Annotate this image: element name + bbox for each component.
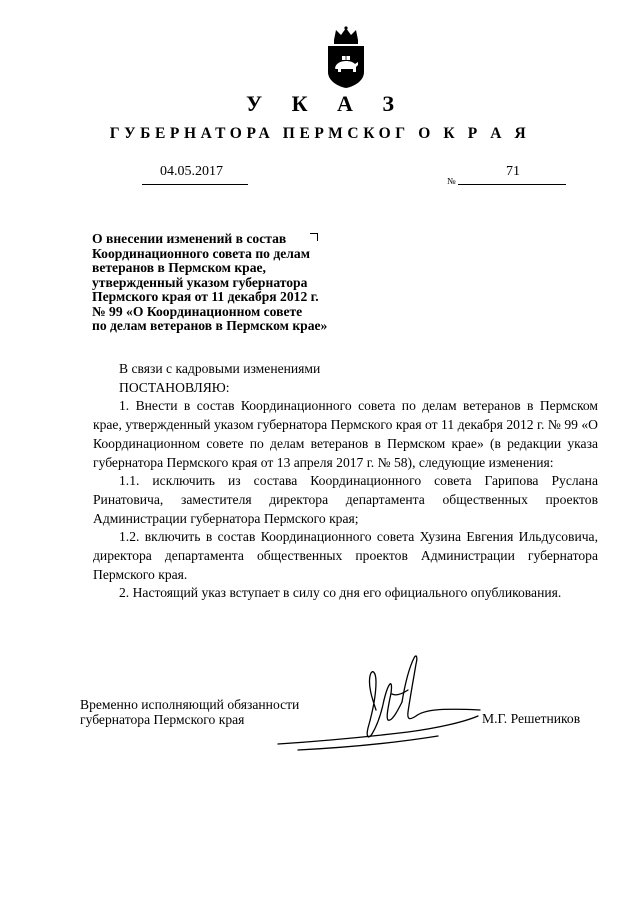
body-paragraph-1-1: 1.1. исключить из состава Координационного совета Гарипова Руслана Ринатовича, заместителя директора департамента общественных проектов Администрации губернатора Пермского края;: [93, 473, 598, 526]
body-paragraph-intro: В связи с кадровыми изменениями: [119, 361, 321, 376]
body-paragraph-decree: ПОСТАНОВЛЯЮ:: [119, 379, 230, 395]
document-date: 04.05.2017: [160, 164, 223, 179]
subject-line: О внесении изменений в состав: [92, 231, 287, 246]
signatory-role-line: Временно исполняющий обязанности: [80, 697, 300, 712]
date-underline: [142, 184, 248, 185]
subject-line: № 99 «О Координационном совете: [92, 303, 303, 319]
document-number: 71: [506, 164, 520, 179]
body-paragraph-2: 2. Настоящий указ вступает в силу со дня его официального опубликования.: [119, 585, 562, 601]
number-sign: №: [447, 176, 456, 186]
document-body: [93, 360, 598, 603]
coat-of-arms-emblem: [322, 26, 370, 90]
signatory-role-line: губернатора Пермского края: [80, 711, 245, 727]
document-subject: [92, 232, 362, 334]
subject-line: утвержденный указом губернатора: [92, 274, 308, 290]
body-paragraph-1: 1. Внести в состав Координационного совета по делам ветеранов в Пермском крае, утвержденный указом губернатора Пермского края от 11 декабря 2012 г. № 99 «О Координационном совете по делам ветеранов в Пермском крае» (в редакции указа губернатора Пермского края от 13 апреля 2017 г. № 58), следующие изменения:: [93, 398, 598, 470]
crown-icon: [334, 26, 358, 44]
number-underline: [458, 184, 566, 185]
subject-line: Пермского края от 11 декабря 2012 г.: [92, 289, 319, 304]
handwritten-signature: [268, 650, 482, 754]
subject-corner-mark: [310, 233, 318, 241]
subject-line: ветеранов в Пермском крае,: [92, 260, 266, 275]
signatory-name: М.Г. Решетников: [482, 711, 581, 726]
body-paragraph-1-2: 1.2. включить в состав Координационного совета Хузина Евгения Ильдусовича, директора департамента общественных проектов Администрации губернатора Пермского края.: [93, 529, 598, 582]
document-title: У К А З: [245, 91, 407, 116]
subject-line: Координационного совета по делам: [92, 245, 310, 261]
subject-line: по делам ветеранов в Пермском крае»: [92, 318, 328, 333]
document-subtitle: ГУБЕРНАТОРА ПЕРМСКОГ О К Р А Я: [109, 125, 531, 142]
